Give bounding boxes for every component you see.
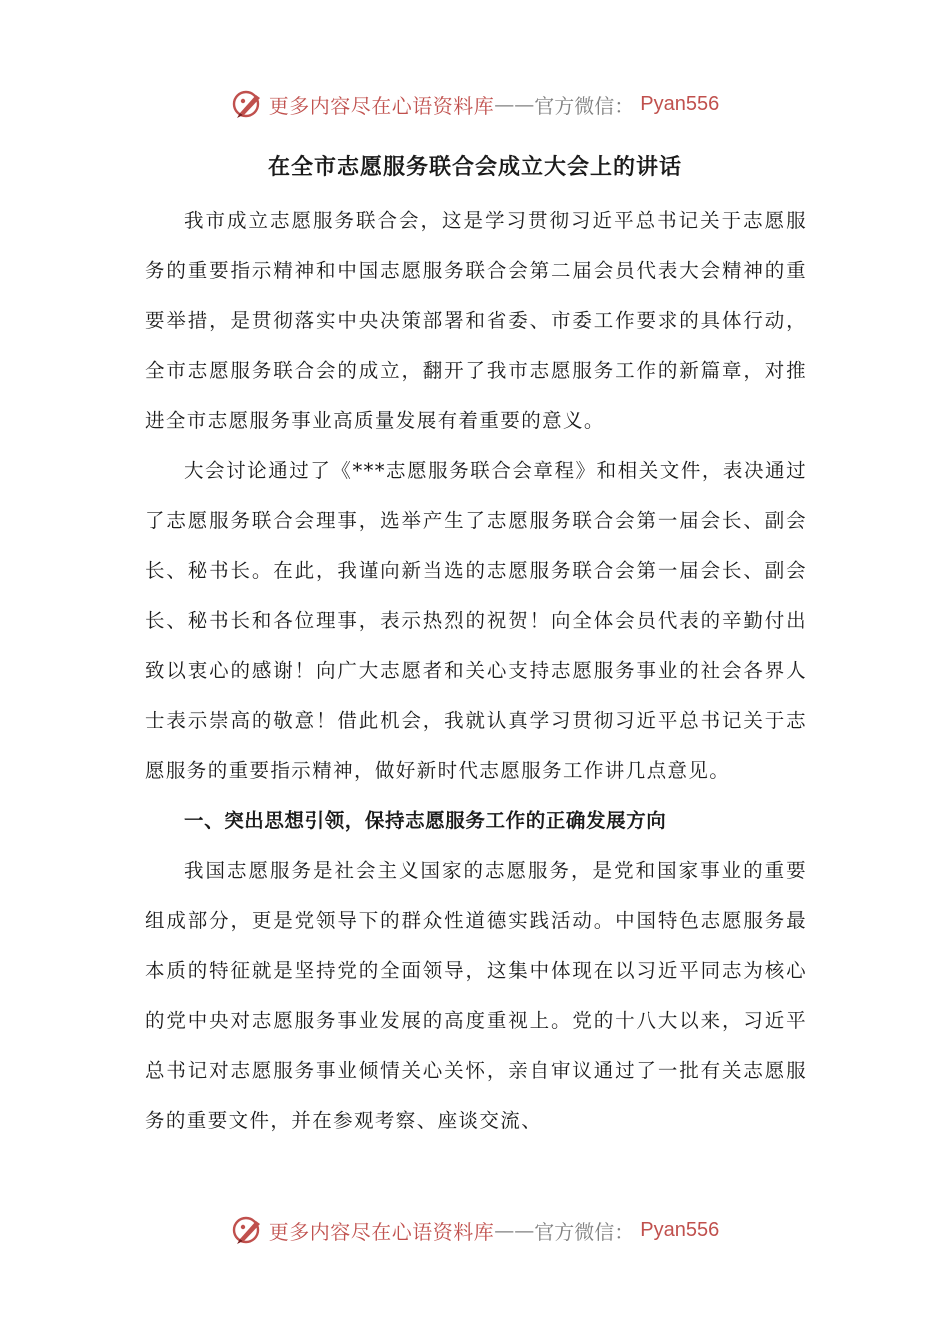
banner-separator: —— (494, 1218, 535, 1242)
section-heading-1: 一、突出思想引领，保持志愿服务工作的正确发展方向 (184, 809, 667, 832)
paragraph-2: 大会讨论通过了《***志愿服务联合会章程》和相关文件，表决通过了志愿服务联合会理事，选举产生了志愿服务联合会第一届会长、副会长、秘书长。在此，我谨向新当选的志愿服务联合会第一届会长、副会长、秘书长和各位理事，表示热烈的祝贺！向全体会员代表的辛勤付出致以衷心的感谢！向广大志愿者和关心支持志愿服务事业的社会各界人士表示崇高的敬意！借此机会，我就认真学习贯彻习近平总书记关于志愿服务的重要指示精神，做好新时代志愿服务工作讲几点意见。 (145, 459, 807, 782)
document-title: 在全市志愿服务联合会成立大会上的讲话 (267, 155, 682, 180)
document-body (145, 196, 807, 1146)
footer-banner (0, 1210, 950, 1250)
pen-logo-icon (231, 1213, 265, 1247)
banner-wechat-id: Pyan556 (640, 1218, 720, 1241)
banner-wechat-id: Pyan556 (640, 92, 720, 115)
header-banner (0, 84, 950, 124)
banner-text: 更多内容尽在心语资料库 (268, 1219, 495, 1244)
banner-wechat-label: 官方微信： (534, 1219, 635, 1244)
pen-logo-icon (231, 87, 265, 121)
banner-separator: —— (494, 92, 535, 116)
paragraph-1: 我市成立志愿服务联合会，这是学习贯彻习近平总书记关于志愿服务的重要指示精神和中国志愿服务联合会第二届会员代表大会精神的重要举措，是贯彻落实中央决策部署和省委、市委工作要求的具体行动，全市志愿服务联合会的成立，翻开了我市志愿服务工作的新篇章，对推进全市志愿服务事业高质量发展有着重要的意义。 (145, 209, 807, 432)
banner-text: 更多内容尽在心语资料库 (268, 93, 495, 118)
banner-wechat-label: 官方微信： (534, 93, 635, 118)
paragraph-3: 我国志愿服务是社会主义国家的志愿服务，是党和国家事业的重要组成部分，更是党领导下的群众性道德实践活动。中国特色志愿服务最本质的特征就是坚持党的全面领导，这集中体现在以习近平同志为核心的党中央对志愿服务事业发展的高度重视上。党的十八大以来，习近平总书记对志愿服务事业倾情关心关怀，亲自审议通过了一批有关志愿服务的重要文件，并在参观考察、座谈交流、 (145, 859, 807, 1132)
